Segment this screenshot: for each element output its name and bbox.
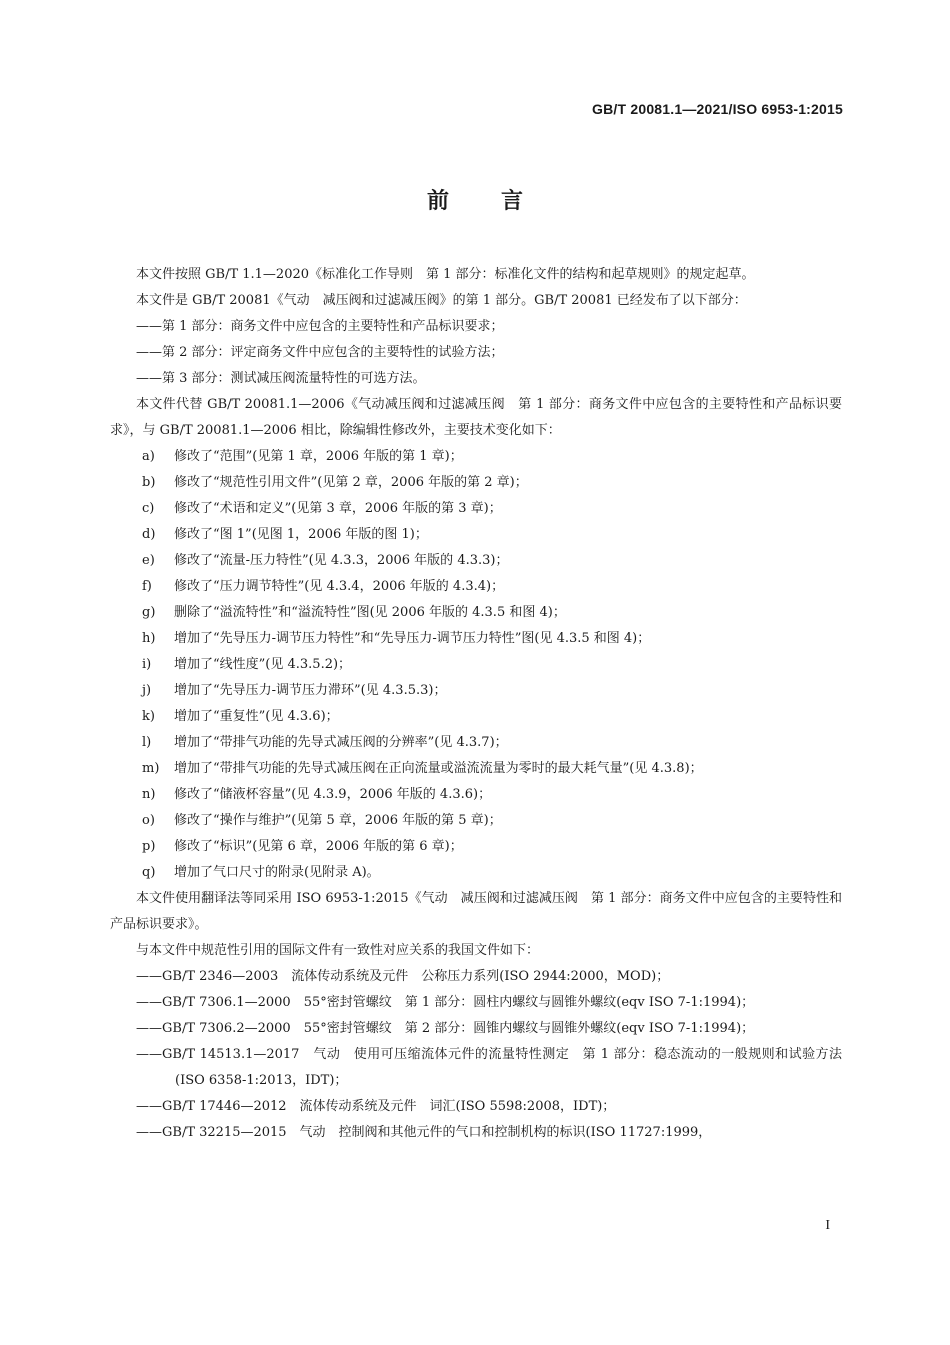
change-item: p) 修改了“标识”(见第 6 章，2006 年版的第 6 章)； bbox=[142, 839, 463, 854]
paragraph-replacement: 本文件代替 GB/T 20081.1—2006《气动减压阀和过滤减压阀 第 1 部分：商务文件中应包含的主要特性和产品标识要求》，与 GB/T 20081.1—2006 相比，除编辑性修改外，主要技术变化如下： bbox=[110, 397, 842, 438]
paragraph-series-intro: 本文件是 GB/T 20081《气动 减压阀和过滤减压阀》的第 1 部分。GB/T 20081 已经发布了以下部分： bbox=[136, 293, 747, 308]
change-item: j) 增加了“先导压力-调节压力滞环”(见 4.3.5.3)； bbox=[142, 683, 447, 698]
document-code: GB/T 20081.1—2021/ISO 6953-1:2015 bbox=[592, 101, 843, 117]
paragraph-drafting-basis: 本文件按照 GB/T 1.1—2020《标准化工作导则 第 1 部分：标准化文件的结构和起草规则》的规定起草。 bbox=[136, 267, 755, 282]
change-item: l) 增加了“带排气功能的先导式减压阀的分辨率”(见 4.3.7)； bbox=[142, 735, 508, 750]
reference-item: ——GB/T 17446—2012 流体传动系统及元件 词汇(ISO 5598:2008，IDT)； bbox=[136, 1099, 616, 1114]
change-item: n) 修改了“储液杯容量”(见 4.3.9，2006 年版的 4.3.6)； bbox=[142, 787, 492, 802]
part-item: ——第 3 部分：测试减压阀流量特性的可选方法。 bbox=[136, 371, 426, 386]
references-list bbox=[110, 964, 842, 1146]
parts-list bbox=[110, 314, 842, 392]
part-item: ——第 2 部分：评定商务文件中应包含的主要特性的试验方法； bbox=[136, 345, 504, 360]
change-item: h) 增加了“先导压力-调节压力特性”和“先导压力-调节压力特性”图(见 4.3.5 和图 4)； bbox=[142, 631, 651, 646]
reference-item: ——GB/T 7306.1—2000 55°密封管螺纹 第 1 部分：圆柱内螺纹与圆锥外螺纹(eqv ISO 7-1:1994)； bbox=[136, 995, 755, 1010]
change-item: q) 增加了气口尺寸的附录(见附录 A)。 bbox=[142, 865, 380, 880]
page-title: 前言 bbox=[426, 189, 575, 214]
change-item: c) 修改了“术语和定义”(见第 3 章，2006 年版的第 3 章)； bbox=[142, 501, 502, 516]
reference-item: ——GB/T 2346—2003 流体传动系统及元件 公称压力系列(ISO 2944:2000，MOD)； bbox=[136, 969, 670, 984]
document-body bbox=[110, 262, 842, 1146]
paragraph-adoption: 本文件使用翻译法等同采用 ISO 6953-1:2015《气动 减压阀和过滤减压阀 第 1 部分：商务文件中应包含的主要特性和产品标识要求》。 bbox=[110, 891, 842, 932]
change-item: i) 增加了“线性度”(见 4.3.5.2)； bbox=[142, 657, 352, 672]
reference-item: ——GB/T 32215—2015 气动 控制阀和其他元件的气口和控制机构的标识(ISO 11727:1999， bbox=[136, 1125, 712, 1140]
change-item: o) 修改了“操作与维护”(见第 5 章，2006 年版的第 5 章)； bbox=[142, 813, 502, 828]
change-item: k) 增加了“重复性”(见 4.3.6)； bbox=[142, 709, 339, 724]
changes-list bbox=[110, 444, 842, 886]
reference-item: ——GB/T 7306.2—2000 55°密封管螺纹 第 2 部分：圆锥内螺纹与圆锥外螺纹(eqv ISO 7-1:1994)； bbox=[136, 1021, 755, 1036]
change-item: f) 修改了“压力调节特性”(见 4.3.4，2006 年版的 4.3.4)； bbox=[142, 579, 505, 594]
change-item: e) 修改了“流量-压力特性”(见 4.3.3，2006 年版的 4.3.3)； bbox=[142, 553, 509, 568]
paragraph-references-intro: 与本文件中规范性引用的国际文件有一致性对应关系的我国文件如下： bbox=[136, 943, 540, 958]
part-item: ——第 1 部分：商务文件中应包含的主要特性和产品标识要求； bbox=[136, 319, 504, 334]
change-item: g) 删除了“溢流特性”和“溢流特性”图(见 2006 年版的 4.3.5 和图 4)； bbox=[142, 605, 566, 620]
page-number: I bbox=[825, 1218, 830, 1233]
change-item: m) 增加了“带排气功能的先导式减压阀在正向流量或溢流流量为零时的最大耗气量”(见 4.3.8)； bbox=[142, 761, 703, 776]
change-item: a) 修改了“范围”(见第 1 章，2006 年版的第 1 章)； bbox=[142, 449, 463, 464]
reference-item: ——GB/T 14513.1—2017 气动 使用可压缩流体元件的流量特性测定 第 1 部分：稳态流动的一般规则和试验方法(ISO 6358-1:2013，IDT)； bbox=[136, 1047, 842, 1088]
change-item: b) 修改了“规范性引用文件”(见第 2 章，2006 年版的第 2 章)； bbox=[142, 475, 528, 490]
change-item: d) 修改了“图 1”(见图 1，2006 年版的图 1)； bbox=[142, 527, 428, 542]
